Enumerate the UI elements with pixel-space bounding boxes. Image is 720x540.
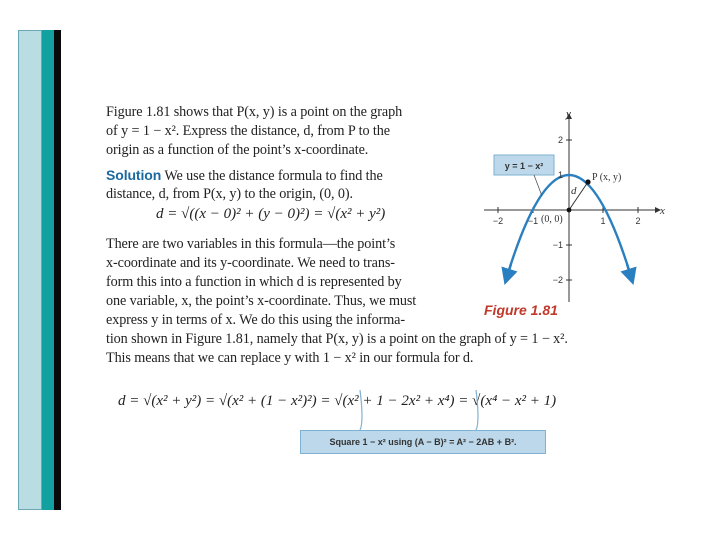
square-note-box: Square 1 − x² using (A − B)² = A² − 2AB + B². [300,430,546,454]
d-label: d [571,185,577,197]
origin-label: (0, 0) [541,214,563,225]
text-line-8: form this into a function in which d is represented by [106,274,402,290]
text-line-4: We use the distance formula to find the [161,168,383,184]
point-label: P (x, y) [592,172,622,183]
y-tick-label: 1 [557,170,563,180]
text-line-3: origin as a function of the point’s x-coordinate. [106,142,369,158]
y-axis-label: y [566,108,571,120]
x-tick-label: −2 [492,216,504,226]
solution-line [106,166,383,186]
x-axis-label: x [660,205,665,217]
text-line-12: This means that we can replace y with 1 − x² in our formula for d. [106,350,474,366]
text-line-6: There are two variables in this formula—the point’s [106,236,396,252]
figure-caption: Figure 1.81 [484,302,558,318]
note-bracket [300,388,560,432]
x-tick-label: −1 [527,216,539,226]
y-tick-label: −1 [552,240,563,250]
text-line-7: x-coordinate and its y-coordinate. We need to trans- [106,255,395,271]
text-line-11: tion shown in Figure 1.81, namely that P(x, y) is a point on the graph of y = 1 − x². [106,331,568,347]
y-tick-label: −2 [552,275,563,285]
x-tick-label: 2 [635,216,641,226]
x-tick-label: 1 [600,216,606,226]
parabola-graph [482,108,672,304]
text-line-5: distance, d, from P(x, y) to the origin, (0, 0). [106,186,353,202]
y-tick-label: 2 [557,135,563,145]
slide-side-bar-teal [42,30,54,510]
distance-function-formula: d = √(x² + y²) = √(x² + (1 − x²)²) = √(x² + 1 − 2x² + x⁴) = √(x⁴ − x² + 1) [118,393,557,409]
slide-side-bar-dark [54,30,61,510]
slide-side-bar-light [18,30,42,510]
point-p [585,179,590,184]
curve-label: y = 1 − x² [504,161,544,171]
distance-formula: d = √((x − 0)² + (y − 0)²) = √(x² + y²) [156,206,386,222]
text-line-10: express y in terms of x. We do this using the informa- [106,312,405,328]
text-line-9: one variable, x, the point’s x-coordinate. Thus, we must [106,293,417,309]
text-line-2: of y = 1 − x². Express the distance, d, from P to the [106,123,390,139]
text-line-1: Figure 1.81 shows that P(x, y) is a point on the graph [106,104,403,120]
solution-label: Solution [106,167,162,183]
origin-point [567,208,572,213]
